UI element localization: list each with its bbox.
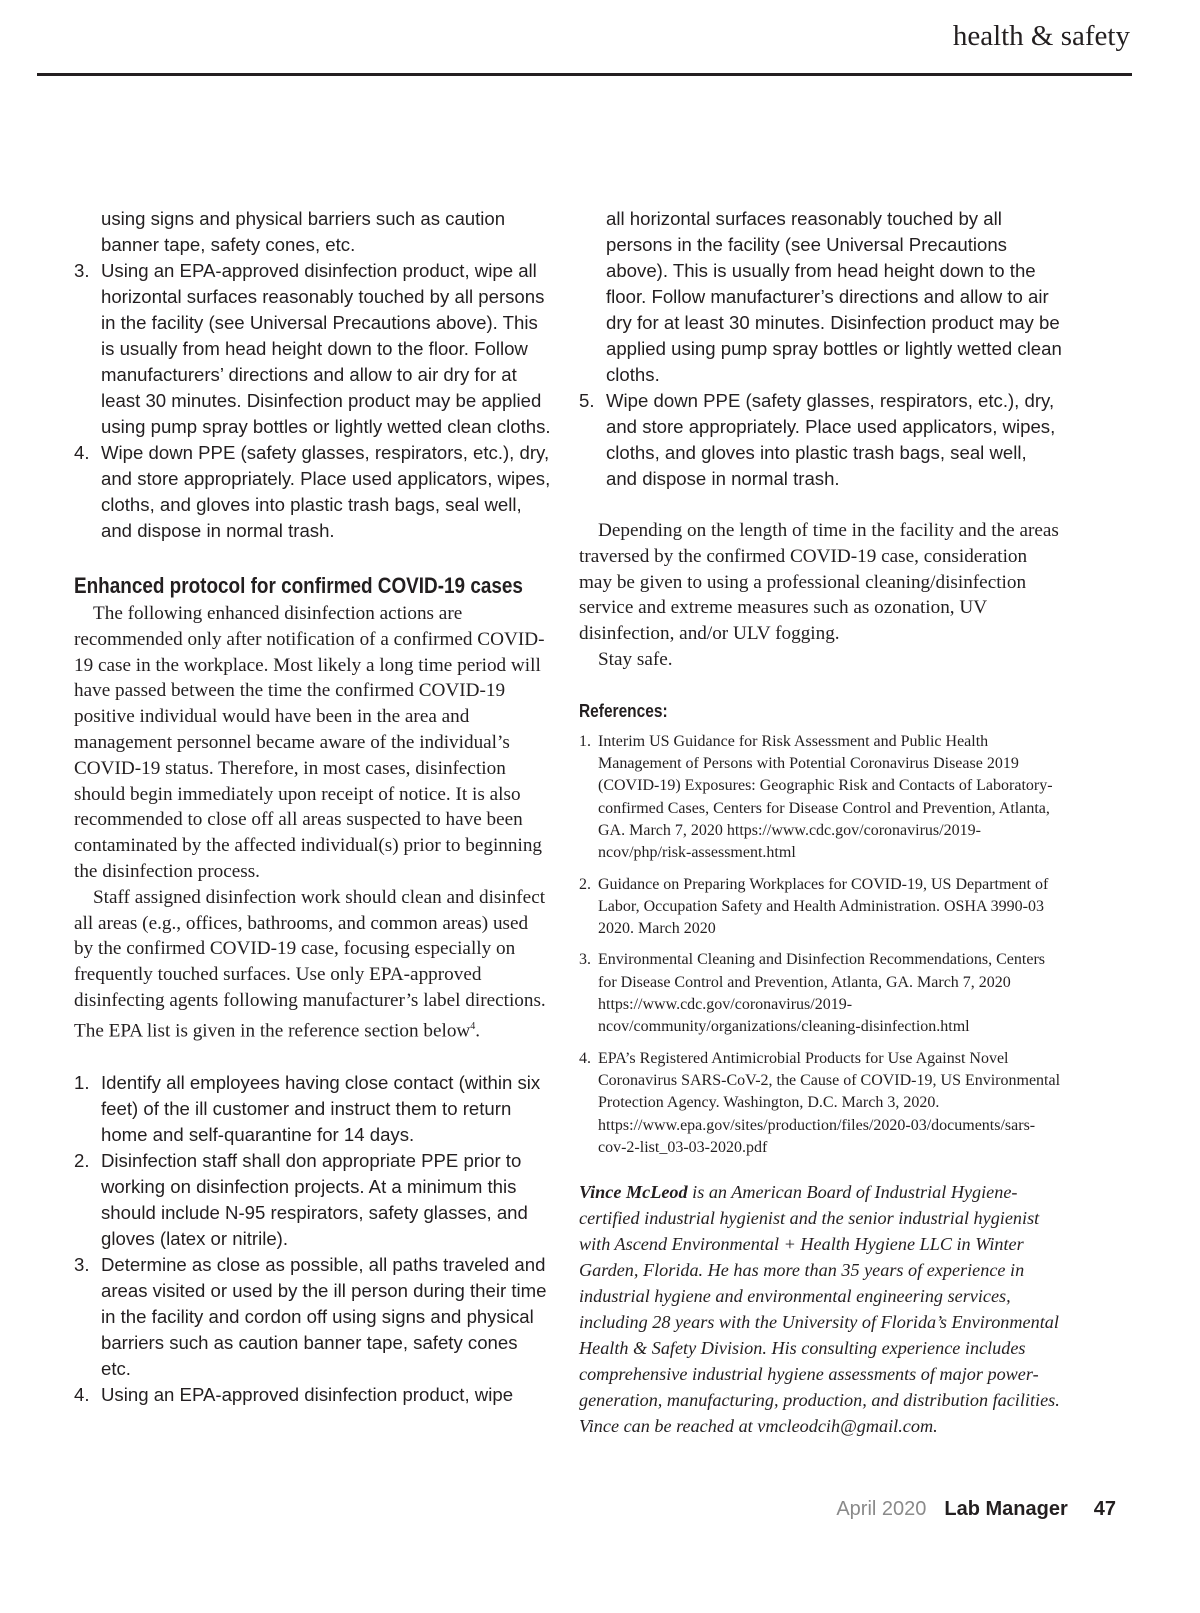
list-item: 1. Identify all employees having close contact (within six feet) of the ill customer and instruct them to return home and self-quarantine for 14 days. — [74, 1071, 541, 1145]
magazine-name: Lab Manager — [944, 1498, 1068, 1520]
list-item: 4. Using an EPA-approved disinfection product, wipe — [74, 1383, 514, 1405]
protocol-list-continued — [74, 258, 552, 544]
closing-line: Stay safe. — [598, 648, 673, 670]
body-paragraph: Staff assigned disinfection work should clean and disinfect all areas (e.g., offices, bathrooms, and common areas) used by the confirmed COVID-19 case, focusing especially on frequently touched surfaces. Use only EPA-approved disinfecting agents following manufacturer’s label directions. The EPA list is given in the reference section below$^4$. — [74, 886, 546, 1042]
right-column — [579, 206, 1062, 1439]
list-item: 3. Determine as close as possible, all paths traveled and areas visited or used by the ill person during their time in the facility and cordon off using signs and physical barriers such as caution banner tape, safety cones etc. — [74, 1253, 547, 1379]
references-list — [579, 731, 1062, 1159]
author-bio: Vince McLeod is an American Board of Industrial Hygiene-certified industrial hygienist and the senior industrial hygienist with Ascend Environmental + Health Hygiene LLC in Winter Garden, Florida. He has more than 35 years of experience in industrial hygiene and environmental engineering services, including 28 years with the University of Florida’s Environmental Health & Safety Division. His consulting experience includes comprehensive industrial hygiene assessments of major power-generation, manufacturing, production, and distribution facilities. Vince can be reached at vmcleodcih@gmail.com. — [579, 1182, 1060, 1437]
list-item: 5. Wipe down PPE (safety glasses, respirators, etc.), dry, and store appropriately. Place used applicators, wipes, cloths, and gloves into plastic trash bags, seal well, and dispose in normal trash. — [579, 390, 1056, 489]
issue-date: April 2020 — [836, 1498, 927, 1520]
body-paragraph: The following enhanced disinfection actions are recommended only after notification of a confirmed COVID-19 case in the workplace. Most likely a long time period will have passed between the time the confirmed COVID-19 positive individual would have been in the area and management personnel became aware of the individual’s COVID-19 status. Therefore, in most cases, disinfection should begin immediately upon receipt of notice. It is also recommended to close off all areas suspected to have been contaminated by the affected individual(s) prior to beginning the disinfection process. — [74, 603, 545, 882]
list-item: 2. Disinfection staff shall don appropriate PPE prior to working on disinfection projects. At a minimum this should include N-95 respirators, safety glasses, and gloves (latex or nitrile). — [74, 1149, 528, 1249]
list-item: 4. Wipe down PPE (safety glasses, respirators, etc.), dry, and store appropriately. Place used applicators, wipes, cloths, and gloves into plastic trash bags, seal well, and dispose in normal trash. — [74, 442, 551, 541]
reference-item: 2. Guidance on Preparing Workplaces for COVID-19, US Department of Labor, Occupation Safety and Health Administration. OSHA 3990-03 2020. March 2020 — [579, 875, 1049, 938]
author-name: Vince McLeod — [579, 1182, 688, 1203]
list-continuation: using signs and physical barriers such as caution banner tape, safety cones, etc. — [101, 208, 506, 255]
left-column — [74, 206, 552, 1408]
protocol-list-end — [579, 388, 1062, 492]
body-paragraph: Depending on the length of time in the facility and the areas traversed by the confirmed COVID-19 case, consideration may be given to using a professional cleaning/disinfection service and extreme measures such as ozonation, UV disinfection, and/or ULV fogging. — [579, 520, 1059, 645]
reference-item: 4. EPA’s Registered Antimicrobial Products for Use Against Novel Coronavirus SARS-CoV-2, the Cause of COVID-19, US Environmental Protection Agency. Washington, D.C. March 3, 2020. https://www.epa.gov/sites/production/files/2020-03/documents/sars-cov-2-list_03-03-2020.pdf — [579, 1049, 1061, 1156]
references-heading: References: — [579, 700, 668, 721]
enhanced-protocol-list — [74, 1070, 552, 1408]
list-continuation: all horizontal surfaces reasonably touched by all persons in the facility (see Universal Precautions above). This is usually from head height down to the floor. Follow manufacturer’s directions and allow to air dry for at least 30 minutes. Disinfection product may be applied using pump spray bottles or lightly wetted clean cloths. — [606, 208, 1062, 385]
section-label: health & safety — [952, 20, 1130, 52]
page-number: 47 — [1093, 1498, 1116, 1520]
reference-item: 1. Interim US Guidance for Risk Assessment and Public Health Management of Persons with Potential Coronavirus Disease 2019 (COVID-19) Exposures: Geographic Risk and Contacts of Laboratory-confirmed Cases, Centers for Disease Control and Prevention, Atlanta, GA. March 7, 2020 https://www.cdc.gov/coronavirus/2019-ncov/php/risk-assessment.html — [579, 732, 1053, 862]
reference-item: 3. Environmental Cleaning and Disinfection Recommendations, Centers for Disease Control and Prevention, Atlanta, GA. March 7, 2020 https://www.cdc.gov/coronavirus/2019-ncov/community/organizations/cleaning-disinfection.html — [579, 951, 1046, 1036]
header-rule — [37, 73, 1132, 76]
section-heading: Enhanced protocol for confirmed COVID-19 cases — [74, 573, 523, 598]
page-footer — [836, 1495, 1116, 1523]
list-item: 3. Using an EPA-approved disinfection product, wipe all horizontal surfaces reasonably touched by all persons in the facility (see Universal Precautions above). This is usually from head height down to the floor. Follow manufacturers’ directions and allow to air dry for at least 30 minutes. Disinfection product may be applied using pump spray bottles or lightly wetted clean cloths. — [74, 260, 551, 437]
